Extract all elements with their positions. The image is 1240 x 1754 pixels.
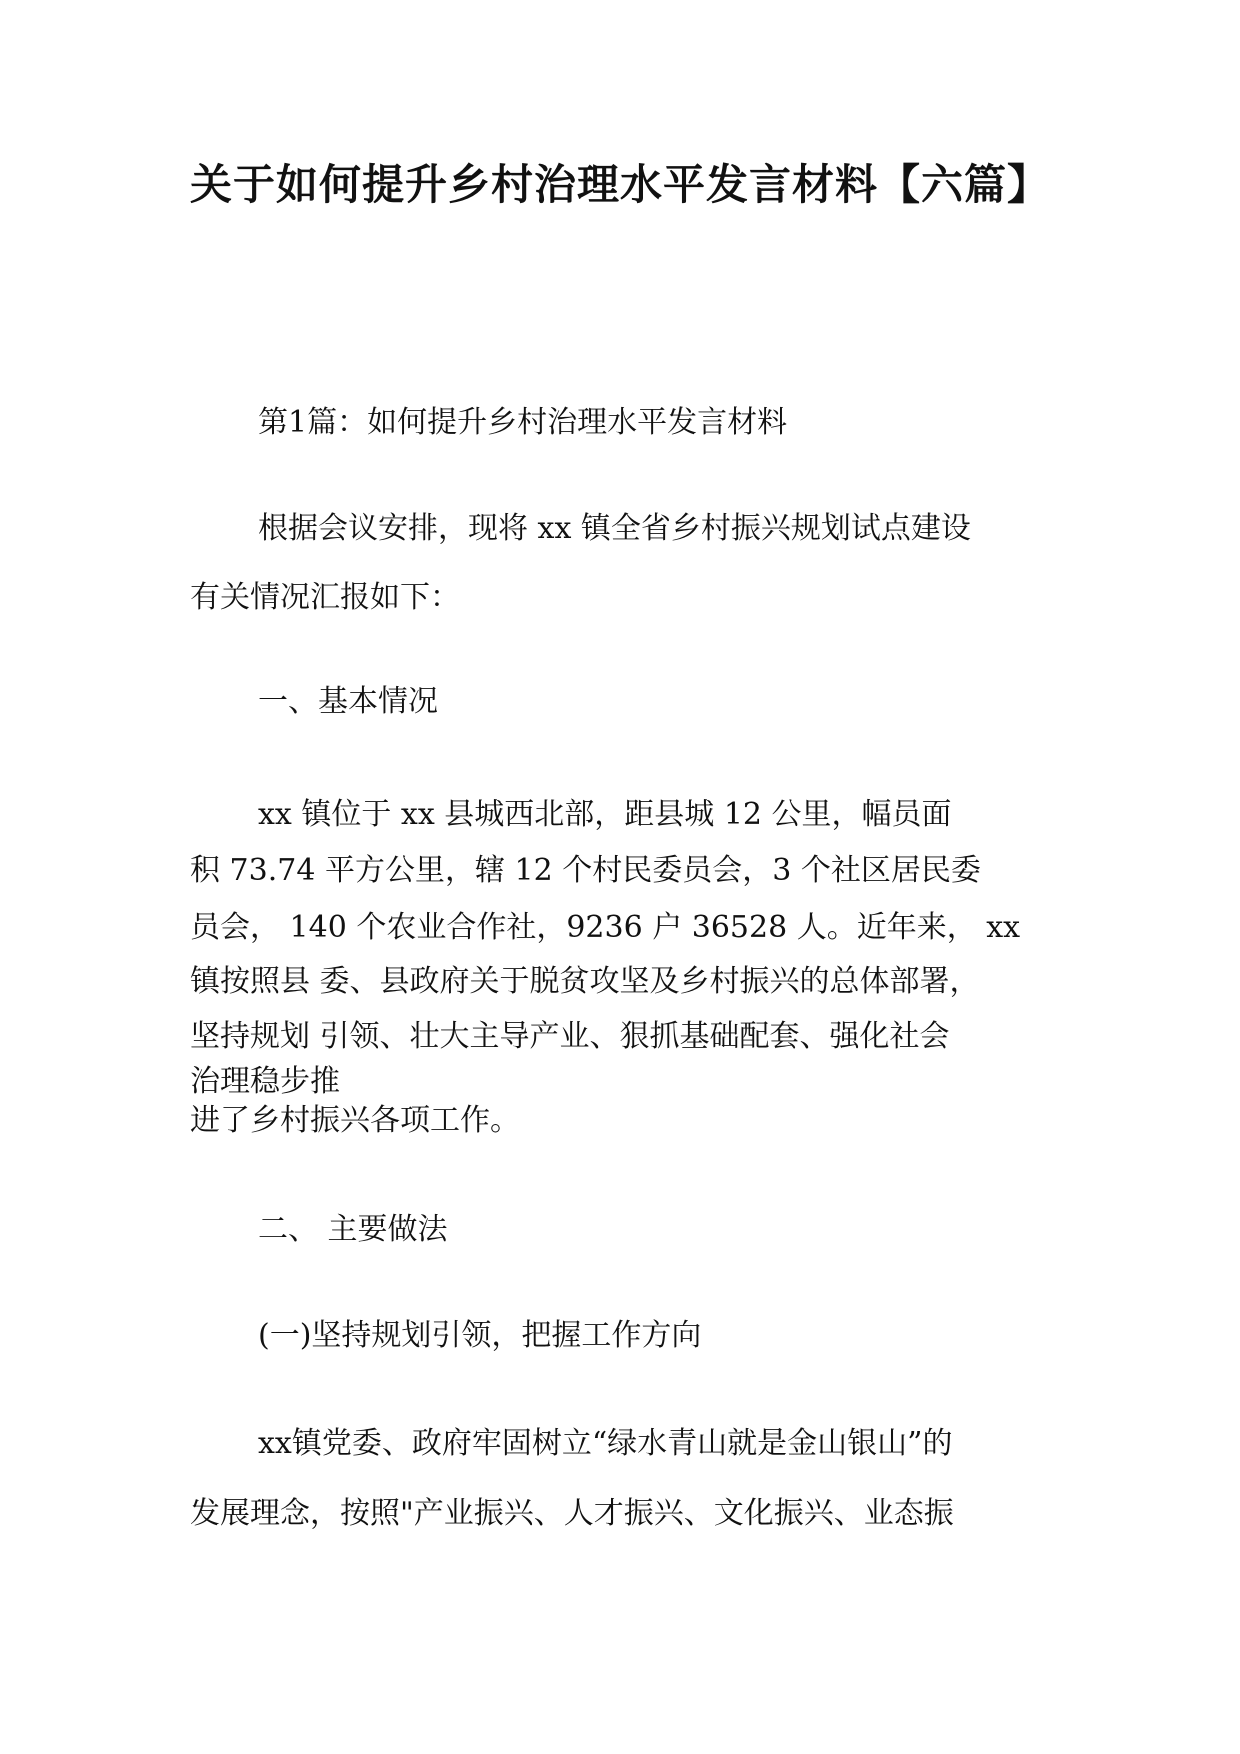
section-heading-main-practices: 二、 主要做法 — [258, 1212, 448, 1247]
body-line: 进了乡村振兴各项工作。 — [190, 1103, 520, 1138]
body-line: 积 73.74 平方公里，辖 12 个村民委员会，3 个社区居民委 — [190, 853, 981, 888]
subsection-heading-planning: (一)坚持规划引领，把握工作方向 — [258, 1318, 702, 1353]
body-line: 发展理念，按照"产业振兴、人才振兴、文化振兴、业态振 — [190, 1496, 954, 1531]
body-line: 治理稳步推 — [190, 1064, 340, 1099]
intro-line-1: 根据会议安排，现将 xx 镇全省乡村振兴规划试点建设 — [258, 511, 971, 546]
chapter-heading: 第1篇：如何提升乡村治理水平发言材料 — [258, 405, 788, 440]
section-heading-basic-situation: 一、基本情况 — [258, 684, 438, 719]
intro-line-2: 有关情况汇报如下： — [190, 580, 460, 615]
body-line: xx镇党委、政府牢固树立“绿水青山就是金山银山”的 — [258, 1426, 953, 1461]
body-line: xx 镇位于 xx 县城西北部，距县城 12 公里，幅员面 — [258, 797, 952, 832]
body-line: 镇按照县 委、县政府关于脱贫攻坚及乡村振兴的总体部署， — [190, 964, 980, 999]
body-line: 坚持规划 引领、壮大主导产业、狠抓基础配套、强化社会 — [190, 1019, 950, 1054]
body-line: 员会， 140 个农业合作社，9236 户 36528 人。近年来， xx — [190, 910, 1021, 945]
document-title: 关于如何提升乡村治理水平发言材料【六篇】 — [190, 160, 1051, 209]
